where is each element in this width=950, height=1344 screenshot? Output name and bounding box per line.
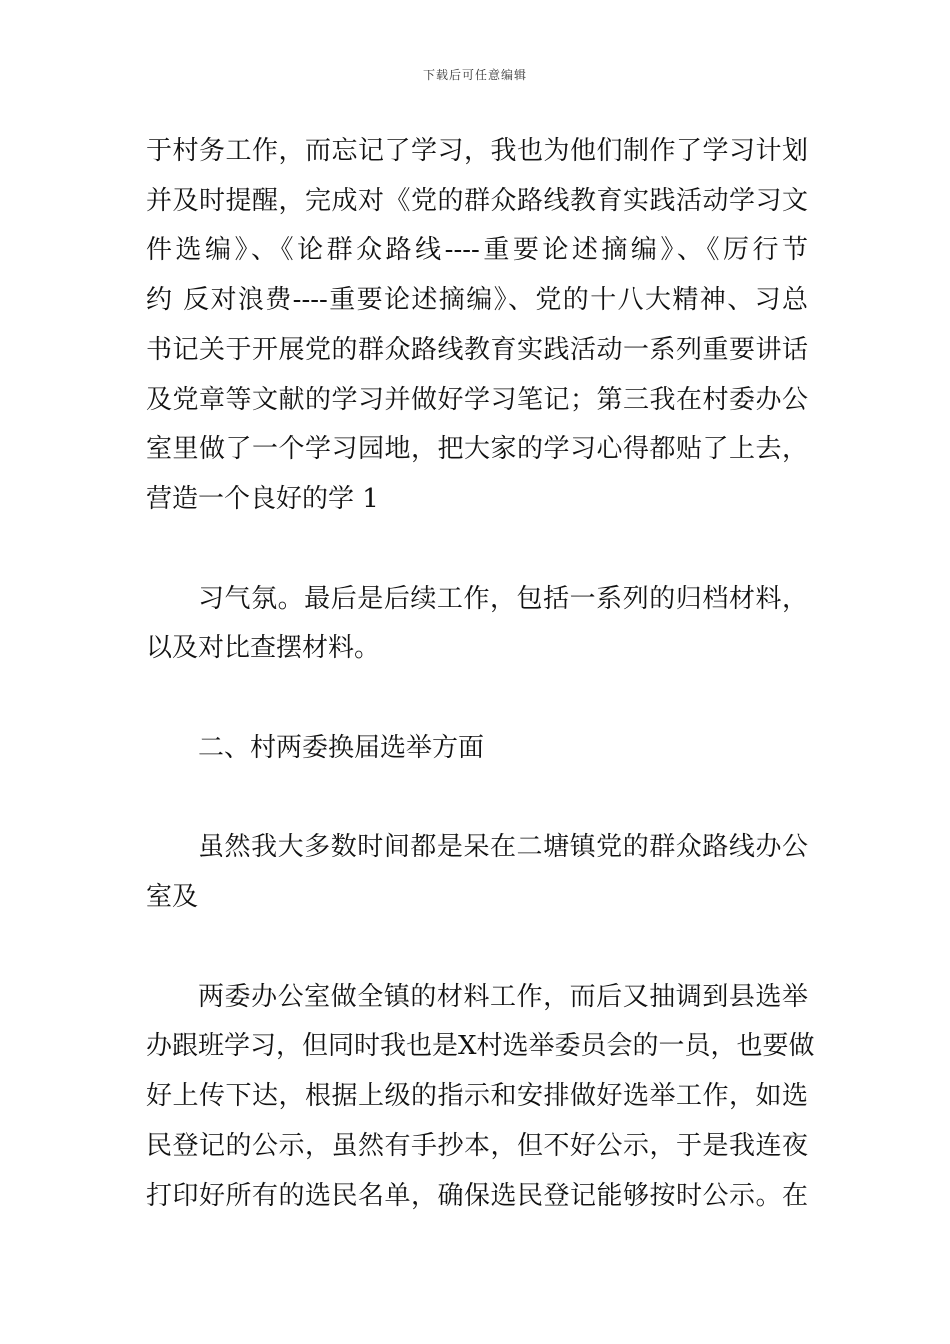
text-line: 以及对比查摆材料。	[146, 633, 381, 663]
text-line: 约 反对浪费----重要论述摘编》、党的十八大精神、习总	[146, 285, 808, 315]
text-line: 于村务工作，而忘记了学习，我也为他们制作了学习计划	[146, 136, 808, 166]
text-line: 室及	[146, 882, 199, 912]
text-line: 好上传下达，根据上级的指示和安排做好选举工作，如选	[146, 1081, 808, 1111]
text-line: 虽然我大多数时间都是呆在二塘镇党的群众路线办公	[198, 832, 808, 862]
text-line: 习气氛。最后是后续工作，包括一系列的归档材料，	[198, 584, 808, 614]
text-line: 办跟班学习，但同时我也是X村选举委员会的一员，也要做	[146, 1031, 815, 1061]
text-line: 件选编》、《论群众路线----重要论述摘编》、《厉行节	[146, 235, 808, 265]
text-line: 两委办公室做全镇的材料工作，而后又抽调到县选举	[198, 982, 808, 1012]
page-header: 下载后可任意编辑	[422, 68, 527, 82]
text-line: 室里做了一个学习园地，把大家的学习心得都贴了上去，	[146, 434, 808, 464]
text-line: 打印好所有的选民名单，确保选民登记能够按时公示。在	[146, 1181, 808, 1211]
text-line: 并及时提醒，完成对《党的群众路线教育实践活动学习文	[146, 186, 808, 216]
text-line: 书记关于开展党的群众路线教育实践活动一系列重要讲话	[146, 335, 808, 365]
section-heading: 二、村两委换届选举方面	[198, 733, 485, 763]
text-line: 及党章等文献的学习并做好学习笔记；第三我在村委办公	[146, 385, 808, 415]
text-line: 民登记的公示，虽然有手抄本，但不好公示，于是我连夜	[146, 1131, 808, 1161]
text-line: 营造一个良好的学 1	[146, 484, 379, 514]
